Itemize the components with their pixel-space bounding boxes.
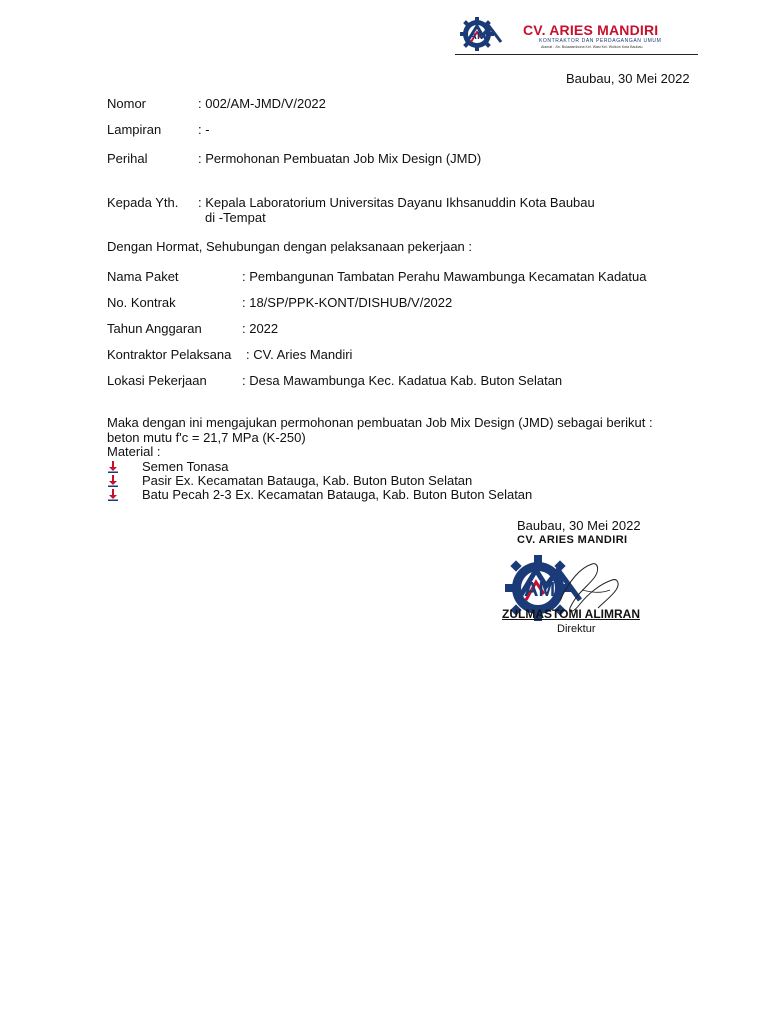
material-item: Batu Pecah 2-3 Ex. Kecamatan Batauga, Kab. Buton Buton Selatan [142, 487, 533, 502]
field-value-perihal: : Permohonan Pembuatan Job Mix Design (JMD) [198, 151, 482, 166]
signature-date: Baubau, 30 Mei 2022 [517, 518, 641, 533]
arrow-down-bullet-icon [107, 461, 119, 473]
letter-date: Baubau, 30 Mei 2022 [566, 71, 690, 86]
field-label-lampiran: Lampiran [107, 122, 162, 137]
body-line-2: beton mutu f'c = 21,7 MPa (K-250) [107, 430, 306, 445]
header-divider [455, 54, 698, 55]
recipient-line-1: : Kepala Laboratorium Universitas Dayanu Ikhsanuddin Kota Baubau [198, 195, 595, 210]
company-address: Alamat : Jln. Bulawambona Kel. Wasi Kel. Wolkon Kota Baubau [541, 45, 643, 49]
letterhead [455, 16, 698, 58]
project-label-tahun-anggaran: Tahun Anggaran [107, 321, 202, 336]
svg-text:AM: AM [469, 30, 487, 42]
project-value-kontraktor: : CV. Aries Mandiri [246, 347, 353, 362]
greeting: Dengan Hormat, Sehubungan dengan pelaksanaan pekerjaan : [107, 239, 472, 254]
company-logo-icon [457, 16, 519, 52]
project-label-lokasi: Lokasi Pekerjaan [107, 373, 207, 388]
body-line-3: Material : [107, 444, 161, 459]
arrow-down-bullet-icon [107, 475, 119, 487]
material-item: Semen Tonasa [142, 459, 229, 474]
project-label-no-kontrak: No. Kontrak [107, 295, 176, 310]
project-value-no-kontrak: : 18/SP/PPK-KONT/DISHUB/V/2022 [242, 295, 453, 310]
signatory-title: Direktur [557, 623, 596, 635]
project-label-nama-paket: Nama Paket [107, 269, 179, 284]
arrow-down-bullet-icon [107, 489, 119, 501]
field-label-perihal: Perihal [107, 151, 148, 166]
project-value-nama-paket: : Pembangunan Tambatan Perahu Mawambunga Kecamatan Kadatua [242, 269, 647, 284]
svg-text:AM: AM [524, 579, 556, 601]
body-line-1: Maka dengan ini mengajukan permohonan pembuatan Job Mix Design (JMD) sebagai berikut : [107, 415, 653, 430]
company-name: CV. ARIES MANDIRI [523, 22, 659, 38]
company-tagline: KONTRAKTOR DAN PERDAGANGAN UMUM [539, 38, 662, 44]
recipient-line-2: di -Tempat [205, 210, 266, 225]
project-value-tahun-anggaran: : 2022 [242, 321, 279, 336]
material-item: Pasir Ex. Kecamatan Batauga, Kab. Buton Buton Selatan [142, 473, 473, 488]
project-label-kontraktor: Kontraktor Pelaksana [107, 347, 232, 362]
field-value-lampiran: : - [198, 122, 210, 137]
project-value-lokasi: : Desa Mawambunga Kec. Kadatua Kab. Buton Selatan [242, 373, 563, 388]
recipient-label: Kepada Yth. [107, 195, 179, 210]
signatory-name: ZULMASTOMI ALIMRAN [502, 607, 640, 621]
signature-company: CV. ARIES MANDIRI [517, 534, 628, 546]
field-label-nomor: Nomor [107, 96, 147, 111]
field-value-nomor: : 002/AM-JMD/V/2022 [198, 96, 326, 111]
